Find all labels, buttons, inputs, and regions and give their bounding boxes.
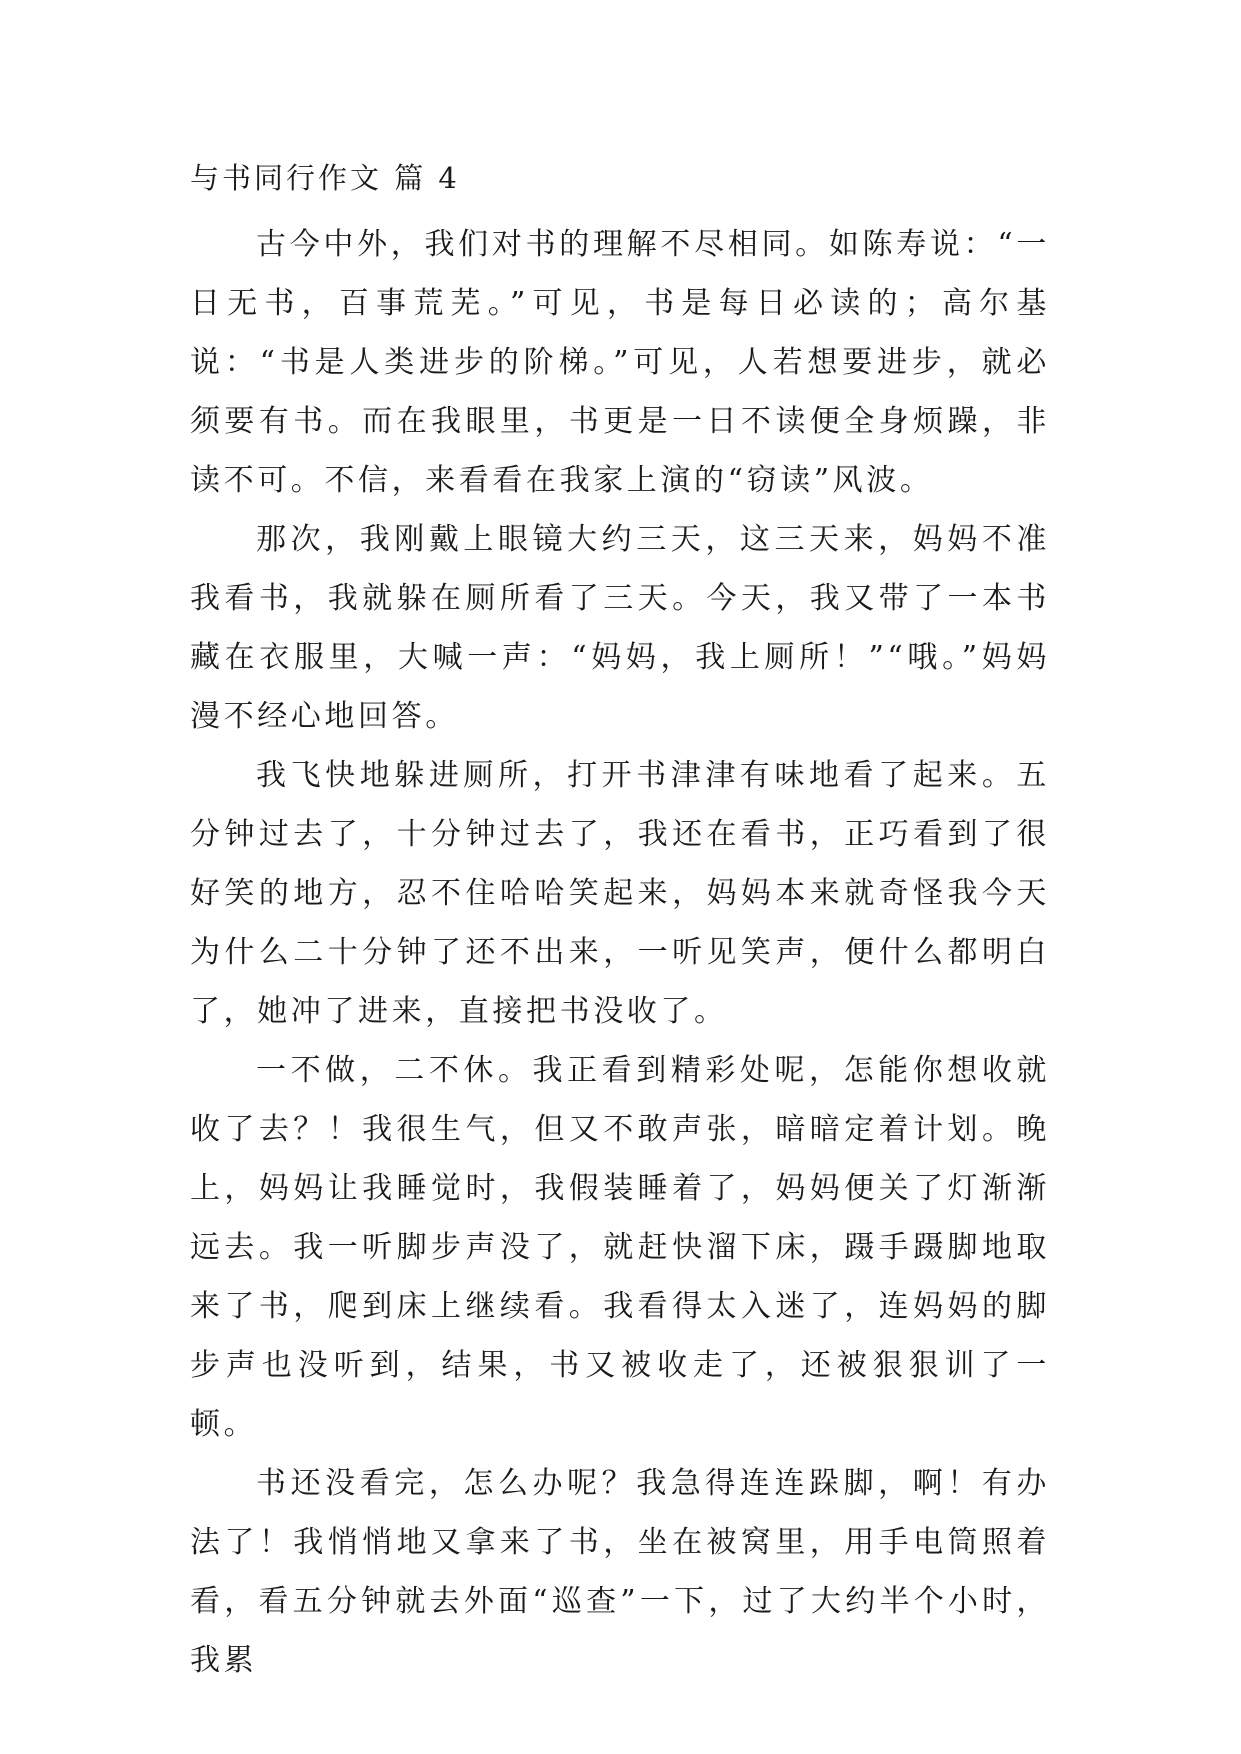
document-title: 与书同行作文 篇 4: [190, 161, 460, 195]
paragraph-4: 一不做，二不休。我正看到精彩处呢，怎能你想收就收了去？！我很生气，但又不敢声张，暗暗定着计划。晚上，妈妈让我睡觉时，我假装睡着了，妈妈便关了灯渐渐远去。我一听脚步声没了，就赶快溜下床，蹑手蹑脚地取来了书，爬到床上继续看。我看得太入迷了，连妈妈的脚步声也没听到，结果，书又被收走了，还被狠狠训了一顿。: [190, 1053, 1050, 1442]
paragraph-5: 书还没看完，怎么办呢？我急得连连跺脚，啊！有办法了！我悄悄地又拿来了书，坐在被窝里，用手电筒照着看，看五分钟就去外面“巡查”一下，过了大约半个小时，我累: [190, 1466, 1050, 1678]
paragraph-2: 那次，我刚戴上眼镜大约三天，这三天来，妈妈不准我看书，我就躲在厕所看了三天。今天，我又带了一本书藏在衣服里，大喊一声：“妈妈，我上厕所！”“哦。”妈妈漫不经心地回答。: [190, 522, 1050, 734]
paragraph-1: 古今中外，我们对书的理解不尽相同。如陈寿说：“一日无书，百事荒芜。”可见，书是每日必读的；高尔基说：“书是人类进步的阶梯。”可见，人若想要进步，就必须要有书。而在我眼里，书更是一日不读便全身烦躁，非读不可。不信，来看看在我家上演的“窃读”风波。: [190, 227, 1050, 498]
paragraph-3: 我飞快地躲进厕所，打开书津津有味地看了起来。五分钟过去了，十分钟过去了，我还在看书，正巧看到了很好笑的地方，忍不住哈哈笑起来，妈妈本来就奇怪我今天为什么二十分钟了还不出来，一听见笑声，便什么都明白了，她冲了进来，直接把书没收了。: [190, 758, 1050, 1029]
document-body: [190, 158, 1050, 1690]
